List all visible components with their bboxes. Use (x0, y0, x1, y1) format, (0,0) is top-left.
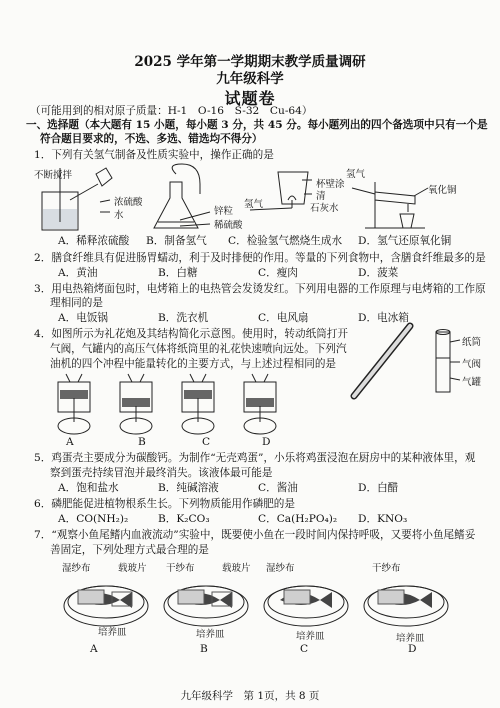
cuo-reduction-figure (352, 182, 428, 228)
q3-option-b: B．洗衣机 (158, 312, 209, 324)
q3-stem-2: 理相同的是 (50, 297, 103, 309)
q7-stem-2: 善固定，下列处理方式最合理的是 (50, 544, 209, 556)
q6-option-a: A．CO(NH₂)₂ (58, 513, 129, 525)
q1-option-d: D．氢气还原氧化铜 (358, 235, 452, 247)
engine-stroke-diagram (244, 374, 276, 434)
q3-stem: 3．用电热箱烤面包时，电烤箱上的电热管会发烫发红。下列用电器的工作原理与电烤箱的工作原 (34, 283, 486, 295)
label-conc-acid: 浓硫酸 (114, 197, 143, 208)
label-dry-gauze-d: 干纱布 (372, 563, 401, 574)
label-paper-tube: 纸筒 (462, 337, 482, 348)
q6-stem: 6．磷肥能促进植物根系生长。下列物质能用作磷肥的是 (34, 498, 295, 510)
conical-flask-figure (154, 164, 210, 228)
petri-dish-with-fish (264, 586, 348, 626)
label-stir: 不断搅拌 (34, 170, 73, 181)
label-hydrogen-d: 氢气 (346, 169, 366, 180)
page-footer: 九年级科学 第 1页，共 8 页 (180, 690, 320, 702)
q4-stem-3: 油机的四个冲程中能量转化的主要方式，与上述过程相同的是 (50, 358, 337, 370)
label-dish-b: 培养皿 (196, 629, 225, 640)
label-slide-b: 载玻片 (222, 563, 251, 574)
petri-dish-with-fish (164, 586, 248, 626)
q2-option-b: B．白糖 (158, 267, 198, 279)
q7-option-d: D (408, 643, 417, 655)
q5-option-d: D．白醋 (358, 482, 399, 494)
q6-option-c: C．Ca(H₂PO₄)₂ (258, 513, 338, 525)
engine-stroke-diagram (58, 374, 90, 434)
label-wet-gauze-a: 湿纱布 (62, 563, 91, 574)
label-gas-tank: 气罐 (462, 377, 482, 388)
q7-option-b: B (200, 643, 208, 655)
label-dish-d: 培养皿 (396, 633, 425, 644)
label-dish-a: 培养皿 (98, 627, 127, 638)
q5-option-a: A．饱和盐水 (58, 482, 119, 494)
q4-option-d: D (262, 436, 271, 448)
label-dish-c: 培养皿 (296, 631, 325, 642)
q5-stem: 5．鸡蛋壳主要成分为碳酸钙。为制作“无壳鸡蛋”，小乐将鸡蛋浸泡在厨房中的某种液体里，观 (34, 452, 476, 464)
label-wet-gauze-c: 湿纱布 (266, 563, 295, 574)
label-hydrogen-c: 氢气 (244, 199, 264, 210)
label-clear: 清 (316, 191, 326, 202)
label-dry-gauze-b: 干纱布 (166, 563, 195, 574)
label-limewater: 石灰水 (310, 203, 339, 214)
engine-stroke-diagram (182, 374, 214, 434)
q5-stem-2: 察到蛋壳持续冒泡并最终消失。该液体最可能是 (50, 467, 273, 479)
q4-stem: 4．如图所示为礼花炮及其结构简化示意图。使用时，转动纸筒打开 (34, 328, 348, 340)
label-air-valve: 气阀 (462, 359, 482, 370)
exam-title: 2025 学年第一学期期末教学质量调研 (134, 54, 366, 70)
q3-option-a: A．电饭锅 (58, 312, 109, 324)
q4-stem-2: 气阀，气罐内的高压气体将纸筒里的礼花快速喷向远处。下列汽 (50, 343, 347, 355)
q2-stem: 2．膳食纤维具有促进肠胃蠕动，利于及时排便的作用。等量的下列食物中，含膳食纤维最多的是 (34, 252, 486, 264)
q1-option-a: A．稀释浓硫酸 (58, 235, 130, 247)
q2-option-d: D．菠菜 (358, 267, 399, 279)
label-zinc: 锌粒 (214, 206, 234, 217)
q2-option-a: A．黄油 (58, 267, 98, 279)
q1-option-b: B．制备氢气 (146, 235, 207, 247)
q4-option-b: B (138, 436, 146, 448)
q1-stem: 1．下列有关氢气制备及性质实验中，操作正确的是 (34, 149, 274, 161)
grade-subject: 九年级科学 (216, 71, 284, 87)
paper-title: 试题卷 (224, 89, 276, 108)
section-heading: 一、选择题（本大题有 15 小题，每小题 3 分，共 45 分。每小题列出的四个备选项中只有一个是 (26, 119, 488, 131)
q7-option-c: C (300, 643, 309, 655)
section-heading-2: 符合题目要求的，不选、多选、错选均不得分） (40, 133, 263, 145)
q3-option-d: D．电冰箱 (358, 312, 409, 324)
q7-option-a: A (90, 643, 98, 655)
label-copper-oxide: 氧化铜 (428, 185, 457, 196)
petri-dish-with-fish (364, 586, 448, 626)
engine-stroke-diagram (120, 374, 152, 434)
petri-dish-with-fish (64, 586, 148, 626)
label-dilute-acid: 稀硫酸 (214, 220, 243, 231)
engine-strokes-figure (44, 370, 284, 436)
q4-option-a: A (66, 436, 74, 448)
q6-option-d: D．KNO₃ (358, 513, 408, 525)
q2-option-c: C．瘦肉 (258, 267, 298, 279)
q6-option-b: B．K₂CO₃ (158, 513, 210, 525)
q7-stem: 7．“观察小鱼尾鳍内血液流动”实验中，既要使小鱼在一段时间内保持呼吸，又要将小鱼尾鳍妥 (34, 529, 476, 541)
label-slide-a: 载玻片 (118, 563, 147, 574)
q5-option-c: C．酱油 (258, 482, 298, 494)
party-popper-figure (340, 322, 480, 402)
q3-option-c: C．电风扇 (258, 312, 309, 324)
label-water: 水 (114, 210, 124, 221)
atomic-mass-note: （可能用到的相对原子质量：H-1 O-16 S-32 Cu-64） (30, 105, 313, 117)
q5-option-b: B．纯碱溶液 (158, 482, 219, 494)
q4-option-c: C (202, 436, 211, 448)
q1-option-c: C．检验氢气燃烧生成水 (228, 235, 343, 247)
label-cup: 杯壁涂 (316, 179, 345, 190)
